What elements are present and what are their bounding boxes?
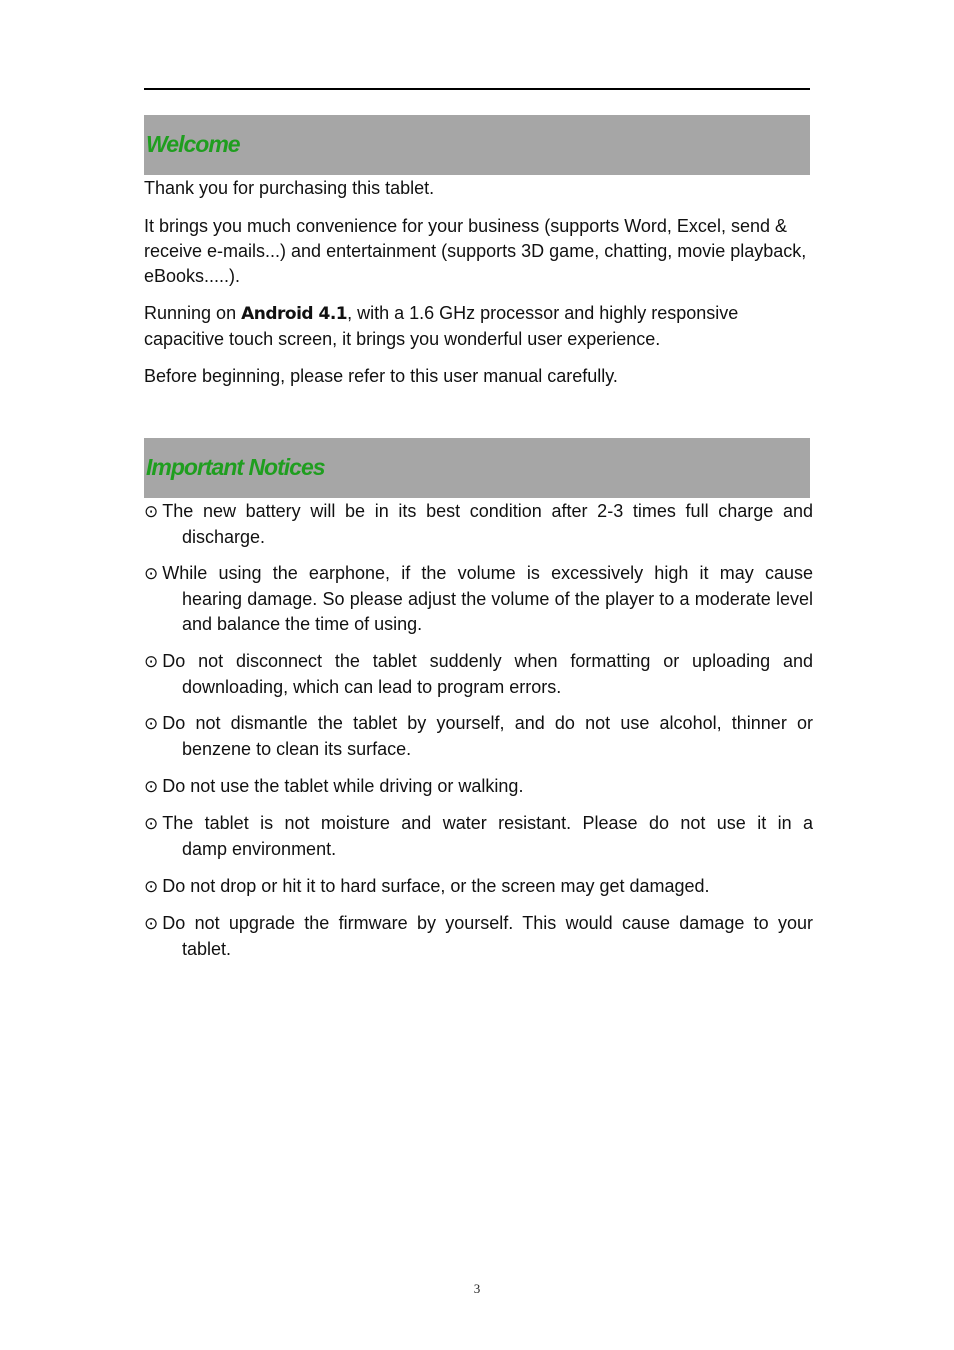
notice-item	[144, 499, 813, 550]
header-rule	[144, 88, 810, 90]
running-suffix: , with a 1.6 GHz processor and highly responsive capacitive touch screen, it brings you wonderful user experience.	[144, 303, 739, 349]
notice-text-rest: discharge.	[182, 527, 266, 547]
notice-text-rest: hearing damage. So please adjust the volume of the player to a moderate level and balance the time of using.	[182, 589, 813, 634]
notice-item	[144, 561, 813, 637]
page-number: 3	[473, 1281, 481, 1296]
welcome-thanks-text: Thank you for purchasing this tablet.	[144, 178, 435, 198]
bullet-icon: ⊙	[144, 814, 159, 834]
welcome-heading: Welcome	[146, 131, 240, 157]
notice-item	[144, 874, 813, 900]
notice-text-first: Do not upgrade the firmware by yourself. This would cause damage to your	[162, 913, 813, 933]
welcome-heading-bar	[144, 115, 810, 175]
bullet-icon: ⊙	[144, 502, 159, 522]
notice-text-rest: damp environment.	[182, 839, 337, 859]
welcome-running-text	[144, 301, 784, 352]
notice-text-first: Do not dismantle the tablet by yourself, and do not use alcohol, thinner or	[162, 713, 813, 733]
notice-text-rest: tablet.	[182, 939, 232, 959]
notice-item	[144, 811, 813, 862]
notice-text-rest: downloading, which can lead to program errors.	[182, 677, 562, 697]
notice-item	[144, 774, 813, 800]
notice-text-first: Do not drop or hit it to hard surface, or the screen may get damaged.	[162, 876, 710, 896]
bullet-icon: ⊙	[144, 714, 159, 734]
welcome-before-text: Before beginning, please refer to this user manual carefully.	[144, 366, 618, 386]
notice-text-first: Do not use the tablet while driving or walking.	[162, 776, 524, 796]
notices-heading: Important Notices	[146, 454, 325, 480]
bullet-icon: ⊙	[144, 914, 159, 934]
notice-item	[144, 711, 813, 762]
notice-text-first: Do not disconnect the tablet suddenly when formatting or uploading and	[162, 651, 813, 671]
bullet-icon: ⊙	[144, 564, 159, 584]
bullet-icon: ⊙	[144, 777, 159, 797]
notice-text-first: The tablet is not moisture and water resistant. Please do not use it in a	[162, 813, 813, 833]
notices-heading-bar	[144, 438, 810, 498]
notice-item	[144, 911, 813, 962]
notice-text-first: While using the earphone, if the volume is excessively high it may cause	[162, 563, 813, 583]
running-prefix: Running on	[144, 303, 242, 323]
bullet-icon: ⊙	[144, 877, 159, 897]
notice-text-rest: benzene to clean its surface.	[182, 739, 412, 759]
notice-item	[144, 649, 813, 700]
android-version: Android 4.1	[241, 304, 348, 324]
bullet-icon: ⊙	[144, 652, 159, 672]
notice-text-first: The new battery will be in its best condition after 2-3 times full charge and	[162, 501, 813, 521]
welcome-convenience-text: It brings you much convenience for your business (supports Word, Excel, send & receive e-mails...) and entertainment (supports 3D game, chatting, movie playback, eBooks.....).	[144, 216, 807, 286]
